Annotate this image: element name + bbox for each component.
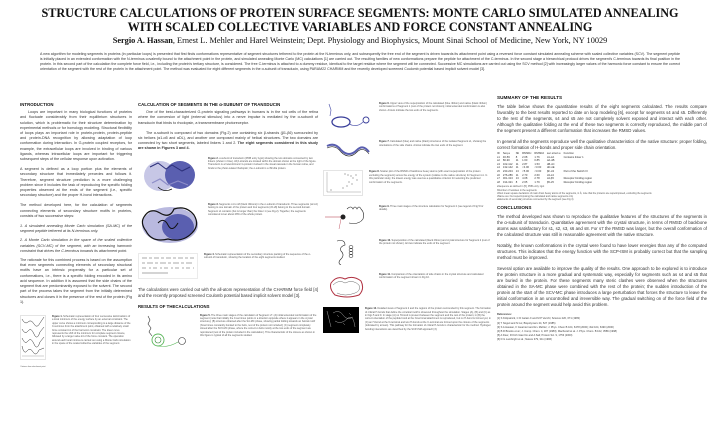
figure-11-caption: Figure 11. Comparison of the orientations of side chains in the crystal structure and calculated conformation of the segment shown in Fig 10. bbox=[379, 273, 484, 280]
intro-paragraph: Loops are important in many biological functions of proteins and fluctuate considerably from their equilibrium structures in solution, which is problematic for their structure determination by experimental methods or for homology modeling. Structural flexibility of loops plays an important role in protein-protein, protein-peptide and protein-DNA recognition by allowing adaptation of loop conformation during interaction. In G-protein coupled receptors, for example, the extracellular loops are involved in binding of various ligands, whereas intracellular loops are important for triggering subsequent steps of the cellular response upon activation. bbox=[20, 110, 132, 162]
references-heading: References: bbox=[497, 313, 512, 317]
figure-8-caption: Figure 8. Scatter plot of the RMSD of backbone heavy atoms (with exact superposition of the protein excluding the segment) versus the energy of the system (relative to the native structure) for Segment s1. In this particular study, the lowest energy was used as a quantitative criterion for selecting the predicted conformation of the segments. bbox=[369, 170, 488, 184]
column-figures bbox=[323, 102, 491, 341]
summary-paragraph: The table below shows the quantitative results of the eight segments calculated. The results compare favorably to the best results reported to date on loop modeling [6], except for segments s4 and s5. Differently to the rest of the segments, s4 and s5 are not completely solvent exposed and interact with each other. Although the qualitative folding at the end of these two segments is correctly reproduced, the middle part of the segment present a different conformation that increases the RMSD values. bbox=[497, 104, 707, 133]
table-footnotes: aSequence as defined in [5], PDB entry 1got bNumber of residues in the segments cRoot mean square deviations of main chain heavy atoms of the segments, in Å; note that the proteins are superimposed, excluding the segments dSame as c but superimposing the calculated and native segments only eElements of secondary structure connected by the segment (see Fig 4) bbox=[497, 185, 652, 202]
figure-6 bbox=[323, 102, 491, 134]
intro-paragraph: The method developed here, for the calculation of segments connecting elements of secondary structure motifs in proteins, consists of two successive steps: bbox=[20, 203, 132, 218]
conclusions-paragraph: Several option are available to improve the quality of the results. One approach to be explored is to introduce the protein structure in a more gradual and systematic way, especially for segments such as s4 and s5 that are buried in the protein. For these segments many steric clashes were observed when the structures obtained in the SA-MC phase were combined with the rest of the protein; the sudden introduction of the protein at the start of the SCV-MC phase introduces a large perturbation that forces the structure to leave the initial conformation in an uncontrolled and irreversible way. The gradual switching on of the force field of the protein around the segment would help avoid this problem. bbox=[497, 266, 707, 308]
summary-heading: SUMMARY OF THE RESULTS bbox=[497, 95, 563, 100]
figure-7 bbox=[323, 140, 491, 164]
results-table-header: ID Seq.a Nb RMSDc RMSDd sec.struct.e Function bbox=[497, 152, 574, 155]
method-step-1: 1. A simulated annealing Monte Carlo simulation (SA-MC) of the segment peptide tethered at its N-terminus only. bbox=[20, 224, 132, 234]
table-row: s6 276-286 11 2.70 2.60 α3-α4 bbox=[497, 173, 554, 177]
column-calculation bbox=[138, 102, 318, 364]
introduction-heading: INTRODUCTION bbox=[20, 102, 54, 107]
calc-paragraph: The α-subunit is composed of two domains (Fig.2) one containing six β-strands (β1-β6) surrounded by six helices (α1-α5 and αDL), and another one composed mainly of helical structures. The two domains are connected by two short segments, labeled linkers 1 and 2. The eight segments considered in this study are shown in Figures 3 and 4. bbox=[138, 130, 318, 151]
table-row: s2 80-90 11 1.60 0.85 αA-αB bbox=[497, 159, 555, 163]
table-row: s4 132-142 11 <4.00 <3.00 αD-αE bbox=[497, 166, 555, 170]
title-line-2: WITH SCALED COLLECTIVE VARIABLES AND FORCE CONSTANT ANNEALING bbox=[127, 20, 593, 34]
conclusions-paragraph: Notably, the known conformations in the crystal were found to have lower energies than any of the computed structures. This indicates that the energy function with the SCP-ISM is probably correct but that the sampling method must be improved. bbox=[497, 243, 707, 261]
figure-10 bbox=[323, 239, 491, 267]
figure-1-energy-curves bbox=[20, 315, 46, 370]
reference-item: [3] S A Hassan, F Guarnieri and E L Mehler; J. Phys. Chem B 104, 6478 (2000); ibid 104, 6490 (2000) bbox=[497, 325, 614, 329]
figure-1-axis-label: Distance from attachment point bbox=[20, 366, 46, 369]
table-row: s7 301-313 13 4.08 2.78 α4-β5 Receptor binding region bbox=[497, 177, 593, 181]
figure-11-side-chain-comparison bbox=[323, 273, 373, 301]
figure-3 bbox=[138, 203, 318, 247]
intro-paragraph: A segment is defined as a loop portion plus the elements of secondary structure that immediately precedes and follows it. Therefore, segment structure prediction is a more challenging problem since it includes the task of reproducing the specific folding properties observed at the ends of the segment (i.e., specific secondary structure) and the proper H-bond interactions. bbox=[20, 167, 132, 198]
figure-2-caption: Figure 2. α-subunit of transducin (PDB entry 1got) showing the two domains connected by two linkers (shown in blue). All β-strands are located within the domain shown at the right of the figure. Transducin is a heterotrimeric G-protein involved in the visual cascade in the human retina, and binds to the photo-related rhodopsin; the α-subunit is a 39 kDa protein. bbox=[208, 156, 317, 170]
conclusions-paragraph: The method developed was shown to reproduce the qualitative features of the structures of the segments in the α-subunit of transducin. Quantitative agreement with the crystal structure, in terms of RMSD of backbone atoms was satisfactory for s1, s2, s3, s6 and s8. For s7 the RMSD was larger, but the overall conformation of the calculated structure was still in reasonable agreement with the native structure. bbox=[497, 214, 707, 238]
results-heading: RESULTS OF THECALCULATIONS bbox=[138, 304, 210, 310]
affiliations: , Ernest L. Mehler and Harel Weinstein; Dept. Physiology and Biophysics, Mount Sinai School of Medicine, New York, NY 10029 bbox=[172, 36, 608, 45]
reference-item: [2] T Noguti and N Go; Biopolymers 24, 527 (1985) bbox=[497, 321, 556, 325]
figure-5 bbox=[138, 314, 318, 358]
calculation-heading: CALCULATION OF SEGMENTS IN THE α-SUBUNIT OF TRANSDUCIN bbox=[138, 102, 281, 107]
figure-2-protein-ribbon bbox=[138, 157, 202, 197]
figure-6-superposition bbox=[323, 102, 373, 134]
method-step-2: 2. A Monte Carlo simulation in the space of the scaled collective variables (SCV-MC) of the segment, with an increasing harmonic constraint that drives the C-terminus towards its attachment point. bbox=[20, 238, 132, 253]
figure-9-segment-stages bbox=[323, 205, 373, 233]
figure-3-segments-ribbon bbox=[138, 203, 202, 247]
reference-item: [6] D G Lambright et al.; Nature 379, 311 (1996) bbox=[497, 337, 552, 341]
figure-7-caption: Figure 7. Calculated (blue) and native (black) structures of the isolated Segment s1, showing the orientations of the side chains. Arrows indicate the two ends of the segment. bbox=[379, 140, 487, 147]
references bbox=[497, 313, 707, 341]
figure-5-segment-stages bbox=[138, 314, 194, 358]
reference-item: [4] B R Brooks et al.; J. Comp. Chem. 4, 187 (1983); MacKerell et al. J. Phys. Chem. B 102, 3586 (1998) bbox=[497, 329, 617, 333]
conclusions-heading: CONCLUSIONS bbox=[497, 205, 532, 211]
figure-8-scatter-plot bbox=[323, 170, 363, 198]
figure-10-superposition bbox=[323, 239, 373, 267]
abstract: A new algorithm for modeling segments in proteins (in particular loops) is presented that first finds conformations representative of segment structures tethered to the protein at the N-terminus only, and subsequently the free end of the segment is driven towards its attachment point using a reversed force constant simulated annealing scheme with scaled collective variables (SCV). The segment peptide is initially placed in an extended conformation with the N-terminus covalently bound to the attachment point in the protein, and simulated annealing Monte Carlo (MC) calculations [1] are carried out. The resulting families of new conformations prepare the peptide for attachment of the C-terminus. In the second stage a hierarchical protocol drives the segment's C-terminus towards its final position in the protein. In this second part of the calculation the complete force field, i.e., including the protein's tertiary structure, is considered. The free C-terminus is attached to a dummy residue, identical to the target residue where the segment will be connected. Successive MC simulations are carried out using the SCV method [2] with increasingly larger values of the harmonic force constant to ensure the correct orientation of the segment with the rest of the protein in the attachment point. The method was evaluated for eight different segments in the α-subunit of transducin, using PARAM22 CHARMM and the recently developed screened Coulomb potential based implicit solvent model [3]. bbox=[40, 52, 680, 72]
lead-author: Sergio A. Hassan bbox=[112, 36, 173, 45]
table-row: s1 46-59 8 2.08 1.76 α1-αA Contains linker 1 bbox=[497, 155, 584, 159]
figure-3-caption: Figure 3. Segments s1 to s8 (black ribbons) in the α-subunit of transducin. Three segments (s2-s4) belong to one domain of the protein and four segments (s5-s8) belong to the second domain. Segment s1 contains (but is longer than) the linker 1 (see Fig.2). Together, the segments considered cover about 28% of the whole protein. bbox=[208, 202, 318, 217]
method-steps bbox=[20, 224, 132, 254]
figure-2 bbox=[138, 157, 318, 197]
figure-4-packing-diagram bbox=[138, 253, 198, 281]
table-row: s3 102-112 11 2.87 1.53 αB-αC bbox=[497, 162, 555, 166]
figure-10-caption: Figure 10. Superposition of the calculated (black ribbon) and crystal structure for Segment 2 (rest of the protein not shown). Arrows indicate the ends of the segment. bbox=[379, 238, 490, 246]
column-introduction bbox=[20, 102, 132, 376]
reference-item: [5] A Fiser, R Kinh Gian Do and A Sali; Protein Sci. 9, 1753 (2000) bbox=[497, 333, 573, 337]
figure-1-caption: Figure 1. Schematic representation of four successive deformations of a local minimum of the energy surface by an external constraint. The upper curve shows a minimum corresponding to a large distance of the C-terminus from the attachment point, obtained with a relatively small force constant k1 of the harmonic constraint. The lower curve represents the shift of the minimum for complete segment closure, followed by a larger value k4 of the force constant. The operation around each local minima is carried out using a Monte Carlo simulation in the space of the scaled collective variables of the segment. bbox=[52, 314, 131, 346]
table-row: s5 233-204 13 <5.00 <3.00 βF-α3 Part of the Switch III bbox=[497, 169, 588, 173]
figure-1 bbox=[20, 315, 132, 370]
figure-9-caption: Figure 9. Three main stages of the structure calculation for Segment 2 (see legend of Fig 5 for details). bbox=[379, 204, 484, 212]
poster-title bbox=[0, 6, 720, 34]
figure-4-caption: Figure 4. Schematic representation of the secondary structure packing of the sequence of the α-subunit of transducin, showing the location of the eight segments studied. bbox=[204, 253, 311, 260]
figure-5-caption: Figure 5. The three main stages of the calculation of Segment s7: (A) initial extended conformation of the segment (note that initially the C-terminus points in a direction opposite where it appears in the crystal structure); (B) structure obtained after the SA-MC phase, showing partial folding towards an helical motif (N-terminus constantly bonded to the helix, rest of the protein not included); (C) segment completely closed after the SCV-MC phase, where the correct α-helix mostly at the two ends of the segment are reproduced (rest of the protein included in the calculation). This characteristic of the closure as shown in this figure is typical of all the segments studied. bbox=[200, 313, 317, 338]
figure-12-caption: Figure 12. Detailed views of Segment 2 and the regions of the protein surrounded by this segment. The formation of critical H-bonds that define the α-helical motif is observed throughout the simulation. Stages (A), (B) and (C) as in Figs 5 and 9. In stage (A) no H-bond is present between the segment and the rest of the protein; in (B) the correct orientation of the peptide bond at the N-terminal attachment is reproduced, but no H-bond is formed yet; in (C) an H-bond at the N-terminal and two H-bonds at the C-terminal are formed upon the closure of the segments (indicated by arrows). This pathway for the formation of critical H-bonds is characteristic for the method. Hydrogen bonding interactions are described by the SCP-ISM approach [3]. bbox=[365, 307, 491, 331]
figure-6-caption: Figure 6. Upper view of the superposition of the calculated (blue ribbon) and native (black ribbon) conformations of Segment 1 (rest of the protein not shown); initial extended conformation is also shown. Arrows indicate the two ends of the segments. bbox=[379, 102, 487, 112]
authors-line bbox=[0, 36, 720, 45]
results-table bbox=[497, 152, 595, 184]
intro-paragraph: The rationale for this combined process is based on the assumption that even segments connecting elements of secondary structural motifs have an intrinsic propensity for a particular set of conformations, i.e., there is a specific folding encoded in its amino acid sequence. In addition it is assumed that the side chains of the segment that are predominantly exposed to the solvent. The second part of the process takes the segment from the initially determined structures and closes it in the presence of the rest of the protein (Fig 1). bbox=[20, 258, 132, 304]
column-summary bbox=[497, 95, 707, 342]
figure-8 bbox=[323, 170, 491, 198]
figure-9 bbox=[323, 205, 491, 233]
figure-11 bbox=[323, 273, 491, 301]
calc-paragraph: One of the best-characterized G-protein signaling pathways in humans is in the rod cells of the retina where the conversion of light (external stimulus) into a nerve impulse is mediated by the α-subunit of transducin that binds to rhodopsin, a transmembrane photoreceptor. bbox=[138, 110, 318, 125]
figure-7-side-chains bbox=[323, 140, 373, 164]
figure-12 bbox=[323, 307, 491, 335]
calc-paragraph: The calculations were carried out with the all-atom representation of the CHARMM force field [4] and the recently proposed screened Coulomb potential based implicit solvent model [3]. bbox=[138, 287, 318, 298]
figure-4 bbox=[138, 253, 318, 281]
summary-paragraph: In general all the segments reproduce well the qualitative characteristics of the native structure: proper folding, correct formation of H-bonds and proper side chain orientation. bbox=[497, 139, 707, 150]
reference-item: [1] S Kirkpatrick, C D Gelatt Jr and M P Vecchi; Science 220, 671 (1983) bbox=[497, 317, 580, 321]
table-row: s8 314-321 8 2.65 1.79 β5-α5 Receptor binding region bbox=[497, 180, 593, 184]
figure-12-hbond-detail bbox=[323, 307, 359, 335]
title-line-1: STRUCTURE CALCULATIONS OF PROTEIN SURFACE SEGMENTS: MONTE CARLO SIMULATED ANNEALING bbox=[41, 6, 679, 20]
